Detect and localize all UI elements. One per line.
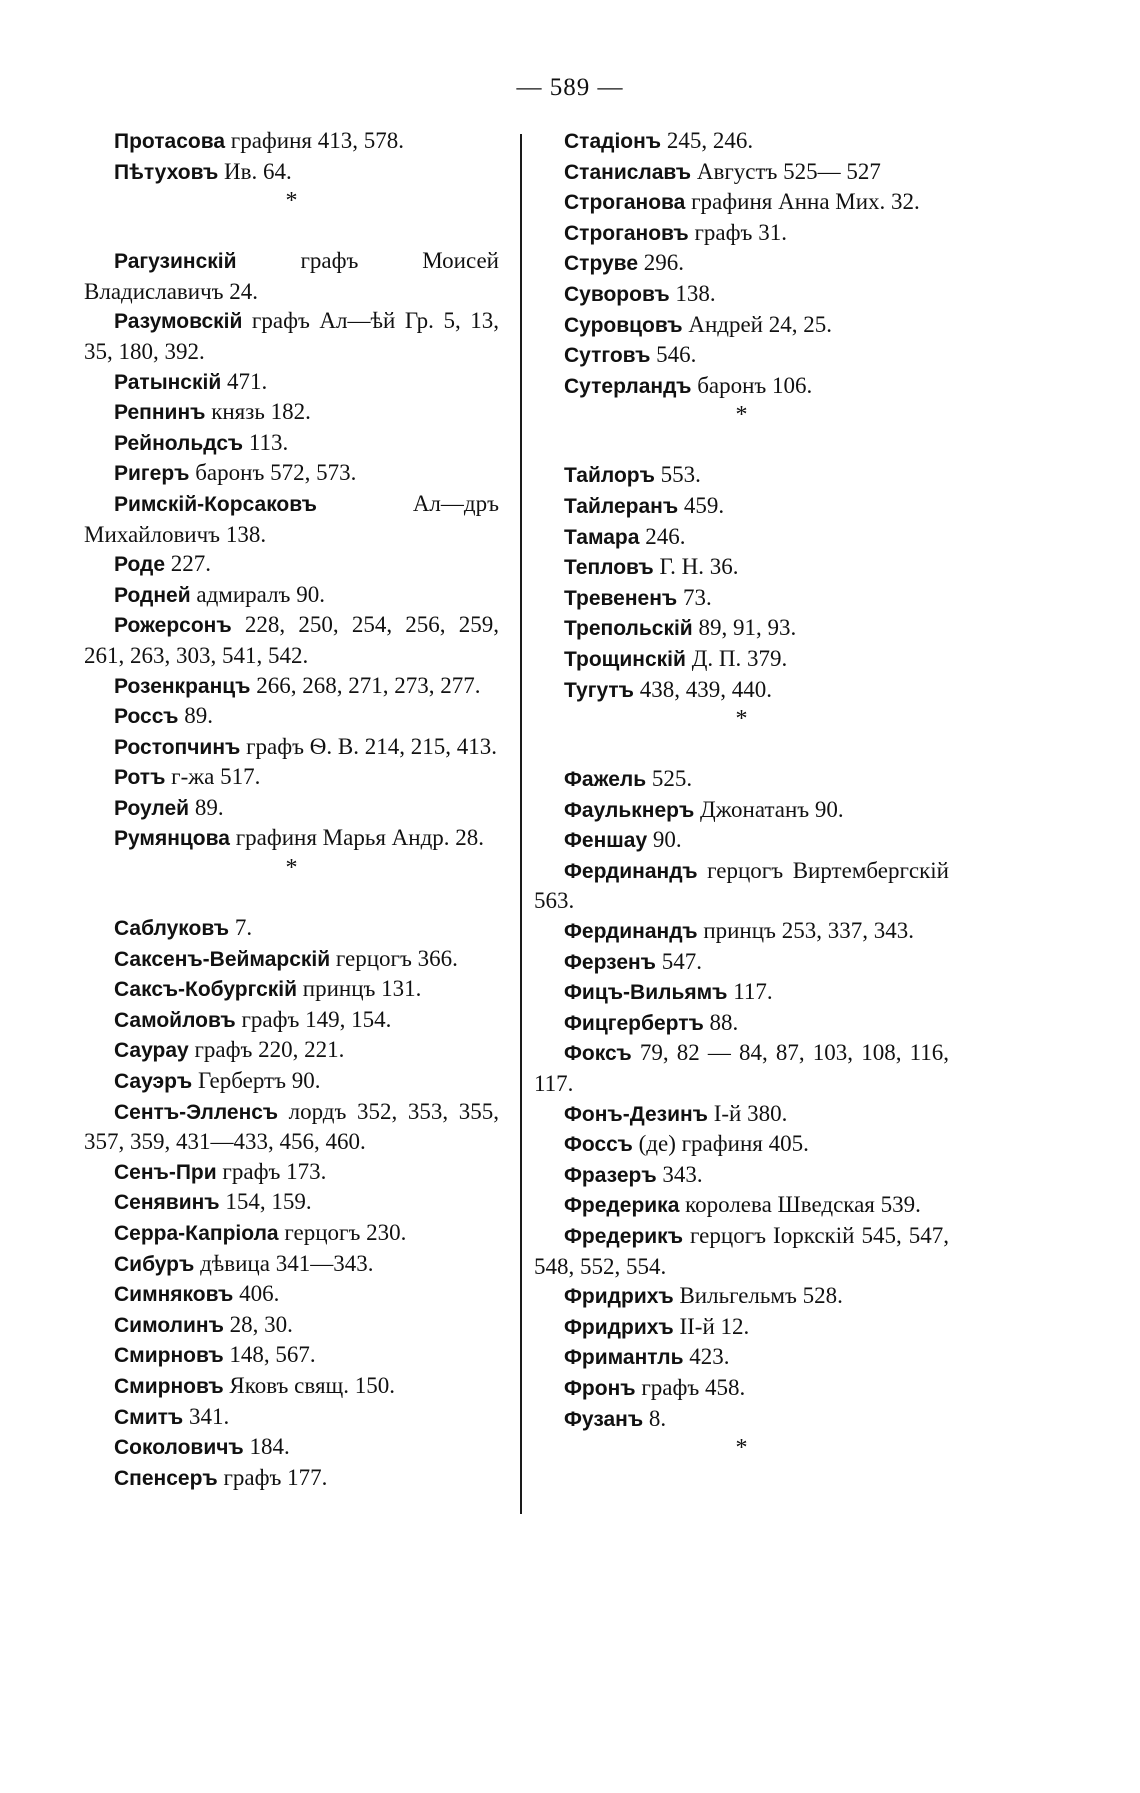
entry-name: Румянцова [114, 827, 230, 851]
entry-name: Стадіонъ [564, 130, 662, 153]
index-entry [534, 583, 949, 614]
index-entry [534, 1190, 949, 1221]
entry-references: 154, 159. [219, 1189, 312, 1215]
entry-name: Римскій-Корсаковъ [114, 492, 317, 516]
entry-name: Рагузинскій [114, 250, 237, 274]
entry-references: дѣвица 341—343. [194, 1250, 374, 1276]
entry-name: Рожерсонъ [114, 614, 232, 638]
entry-references: 89. [189, 794, 224, 820]
index-entry [534, 491, 949, 522]
index-entry [534, 977, 949, 1008]
index-entry [84, 1066, 499, 1097]
entry-references: графъ 177. [217, 1464, 328, 1490]
entry-name: Ратынскій [114, 370, 222, 394]
entry-references: графъ Ѳ. В. 214, 215, 413. [240, 733, 497, 759]
entry-name: Сенъ-При [114, 1160, 217, 1184]
entry-name: Сутерландъ [564, 374, 692, 398]
section-separator: * [735, 1435, 748, 1462]
entry-references: 7. [229, 915, 253, 941]
index-entry [534, 825, 949, 856]
entry-references: (де) графиня 405. [632, 1131, 809, 1157]
entry-references: герцогъ Іоркскій 545, 547, 548, 552, 554. [534, 1223, 949, 1279]
index-entry [84, 823, 499, 854]
index-entry [84, 1432, 499, 1463]
index-entry [84, 489, 499, 549]
entry-references: Яковъ свящ. 150. [223, 1372, 395, 1398]
entry-name: Тепловъ [564, 556, 654, 580]
entry-references: принцъ 131. [297, 976, 422, 1002]
entry-name: Пѣтуховъ [114, 160, 219, 184]
index-entry [84, 974, 499, 1005]
entry-references: 547. [656, 948, 702, 974]
entry-references: 459. [678, 492, 725, 518]
entry-references: 406. [233, 1281, 280, 1307]
column-divider [520, 134, 522, 1514]
entry-references: графиня Анна Мих. 32. [685, 189, 920, 215]
entry-references: Андрей 24, 25. [682, 311, 832, 337]
index-entry [534, 460, 949, 491]
entry-name: Тайлеранъ [564, 494, 679, 518]
entry-references: 89, 91, 93. [692, 615, 797, 641]
entry-name: Серра-Капріола [114, 1222, 279, 1245]
entry-name: Суровцовъ [564, 313, 683, 337]
entry-references: Вильгельмъ 528. [673, 1283, 843, 1309]
section-separator: * [285, 855, 298, 882]
index-entry [84, 1340, 499, 1371]
entry-references: графъ 31. [688, 219, 787, 245]
entry-name: Роулей [114, 796, 190, 820]
entry-references: 148, 567. [223, 1342, 316, 1368]
index-entry [84, 1035, 499, 1066]
entry-name: Саксенъ-Веймарскій [114, 947, 331, 971]
entry-references: 245, 246. [661, 128, 754, 153]
entry-name: Сибуръ [114, 1252, 195, 1276]
entry-references: принцъ 253, 337, 343. [697, 918, 914, 944]
entry-references: герцогъ 230. [278, 1220, 407, 1245]
index-entry [84, 701, 499, 732]
entry-name: Строгановъ [564, 221, 689, 245]
entry-name: Ригеръ [114, 462, 190, 486]
entry-references: графиня Марья Андр. 28. [229, 825, 485, 851]
entry-references: Ив. 64. [218, 158, 292, 184]
index-entry [84, 549, 499, 580]
entry-name: Репнинъ [114, 401, 206, 425]
index-entry [84, 1187, 499, 1218]
entry-name: Фридрихъ [564, 1285, 674, 1309]
entry-name: Протасова [114, 130, 226, 153]
index-entry [84, 306, 499, 366]
index-entry [84, 1371, 499, 1402]
index-entry [534, 1008, 949, 1039]
index-entry [534, 371, 949, 402]
entry-references: 553. [654, 462, 701, 488]
entry-name: Сентъ-Элленсъ [114, 1100, 279, 1124]
entry-name: Фицъ-Вильямъ [564, 981, 728, 1005]
entry-name: Ростопчинъ [114, 735, 241, 759]
page-number: — 589 — [516, 74, 624, 101]
entry-name: Родней [114, 583, 191, 607]
entry-references: 438, 439, 440. [633, 676, 772, 702]
entry-name: Фузанъ [564, 1407, 644, 1431]
entry-references: 28, 30. [223, 1311, 293, 1337]
entry-references: 343. [656, 1161, 703, 1187]
index-entry [534, 916, 949, 947]
index-entry [84, 913, 499, 944]
index-entry [534, 1221, 949, 1281]
index-entry [534, 248, 949, 279]
index-entry [84, 1249, 499, 1280]
entry-name: Фажель [564, 768, 647, 792]
entry-name: Самойловъ [114, 1008, 236, 1032]
entry-name: Фразеръ [564, 1163, 657, 1187]
entry-name: Фицгербертъ [564, 1011, 704, 1035]
section-separator: * [285, 188, 298, 215]
entry-name: Тугутъ [564, 678, 634, 702]
index-entry [84, 246, 499, 306]
entry-name: Смирновъ [114, 1344, 224, 1368]
index-entry [84, 428, 499, 459]
entry-references: Гербертъ 90. [192, 1068, 321, 1094]
entry-references: королева Шведская 539. [679, 1192, 921, 1218]
entry-references: Ал—дръ Михайловичъ 138. [84, 490, 499, 547]
index-entry [84, 1005, 499, 1036]
entry-name: Тамара [564, 525, 640, 549]
entry-name: Тайлоръ [564, 464, 655, 488]
index-entry [534, 340, 949, 371]
entry-references: г-жа 517. [165, 764, 261, 790]
index-entry [84, 1097, 499, 1157]
entry-name: Фоссъ [564, 1133, 633, 1157]
index-entry [534, 126, 949, 157]
entry-references: 341. [183, 1403, 230, 1429]
index-entry [534, 187, 949, 218]
entry-name: Разумовскій [114, 310, 243, 334]
entry-references: 138. [669, 280, 716, 306]
entry-references: герцогъ Виртембергскій 563. [534, 857, 949, 914]
entry-name: Симолинъ [114, 1313, 224, 1337]
index-entry [534, 1404, 949, 1435]
entry-references: лордъ 352, 353, 355, 357, 359, 431—433, 456, 460. [84, 1098, 499, 1155]
index-entry [534, 310, 949, 341]
entry-name: Фредерикъ [564, 1225, 683, 1248]
index-entry [84, 1310, 499, 1341]
entry-references: 471. [221, 368, 268, 394]
entry-references: 546. [650, 342, 697, 368]
index-entry [534, 522, 949, 553]
index-entry [534, 675, 949, 706]
index-entry [534, 1342, 949, 1373]
entry-references: 184. [243, 1434, 290, 1460]
section-separator: * [735, 402, 748, 429]
entry-name: Саксъ-Кобургскій [114, 978, 298, 1002]
entry-name: Струве [564, 252, 638, 276]
entry-references: адмиралъ 90. [190, 581, 325, 607]
index-entry [534, 279, 949, 310]
entry-references: графъ 220, 221. [188, 1037, 345, 1063]
index-entry [534, 856, 949, 916]
entry-name: Розенкранцъ [114, 674, 251, 698]
entry-name: Россъ [114, 705, 179, 729]
index-entry [84, 1218, 499, 1249]
entry-name: Рейнольдсъ [114, 431, 244, 455]
index-entry [84, 580, 499, 611]
entry-references: 8. [643, 1405, 667, 1431]
entry-references: 90. [647, 827, 682, 853]
index-entry [534, 1160, 949, 1191]
index-entry [84, 367, 499, 398]
index-column-right [534, 126, 949, 1493]
index-entry [534, 1373, 949, 1404]
entry-references: ІІ-й 12. [673, 1313, 750, 1339]
entry-name: Фридрихъ [564, 1315, 674, 1339]
entry-name: Фердинандъ [564, 920, 698, 944]
entry-references: Джонатанъ 90. [694, 796, 844, 822]
entry-name: Сутговъ [564, 344, 651, 368]
entry-references: Д. П. 379. [685, 645, 788, 671]
index-entry [84, 671, 499, 702]
index-entry [534, 795, 949, 826]
entry-references: 117. [727, 979, 773, 1005]
section-separator: * [735, 706, 748, 733]
entry-references: 73. [677, 584, 712, 610]
index-entry [534, 764, 949, 795]
entry-references: Г. Н. 36. [653, 554, 739, 580]
entry-name: Сауэръ [114, 1070, 193, 1094]
index-entry [84, 126, 499, 157]
index-entry [534, 644, 949, 675]
entry-name: Спенсеръ [114, 1466, 218, 1490]
entry-references: графъ Моисей Владиславичъ 24. [84, 248, 499, 304]
entry-references: герцогъ 366. [330, 945, 458, 971]
index-entry [534, 218, 949, 249]
entry-name: Роде [114, 553, 166, 577]
entry-name: Фаулькнеръ [564, 798, 695, 822]
entry-references: 266, 268, 271, 273, 277. [250, 672, 481, 698]
entry-references: 228, 250, 254, 256, 259, 261, 263, 303, 541, 542. [84, 612, 499, 668]
index-entry [534, 1038, 949, 1098]
index-entry [84, 762, 499, 793]
entry-references: графъ 173. [216, 1158, 327, 1184]
index-entry [534, 157, 949, 188]
index-entry [84, 458, 499, 489]
entry-name: Станиславъ [564, 160, 692, 184]
index-entry [84, 1463, 499, 1494]
entry-references: 227. [165, 551, 212, 577]
entry-name: Ферзенъ [564, 950, 656, 974]
entry-references: Августъ 525— 527 [691, 158, 881, 184]
index-entry [534, 552, 949, 583]
entry-references: 79, 82 — 84, 87, 103, 108, 116, 117. [534, 1040, 949, 1097]
entry-name: Фонъ-Дезинъ [564, 1102, 708, 1126]
index-entry [84, 610, 499, 670]
entry-name: Саблуковъ [114, 917, 230, 941]
entry-references: князь 182. [205, 399, 311, 425]
entry-name: Фредерика [564, 1194, 680, 1218]
entry-name: Трепольскій [564, 617, 693, 641]
entry-name: Соколовичъ [114, 1436, 244, 1460]
entry-name: Смитъ [114, 1405, 184, 1429]
index-column-left [84, 126, 499, 1493]
entry-name: Строганова [564, 191, 686, 215]
entry-name: Феншау [564, 829, 648, 853]
entry-name: Ротъ [114, 766, 166, 790]
index-entry [534, 613, 949, 644]
entry-name: Сенявинъ [114, 1191, 220, 1215]
entry-references: графъ 458. [635, 1374, 746, 1400]
entry-references: 88. [703, 1009, 739, 1035]
entry-name: Саурау [114, 1039, 189, 1063]
index-entry [84, 1157, 499, 1188]
entry-references: графъ 149, 154. [235, 1006, 392, 1032]
index-entry [534, 1129, 949, 1160]
entry-references: 525. [646, 766, 693, 792]
index-entry [84, 1279, 499, 1310]
entry-name: Фримантль [564, 1346, 684, 1370]
entry-references: 89. [178, 703, 213, 729]
index-entry [84, 793, 499, 824]
entry-references: баронъ 106. [691, 372, 813, 398]
index-entry [84, 944, 499, 975]
entry-references: 113. [243, 429, 289, 455]
index-entry [84, 397, 499, 428]
entry-name: Фоксъ [564, 1042, 632, 1066]
entry-name: Тревененъ [564, 586, 678, 610]
entry-name: Трощинскій [564, 647, 686, 671]
entry-references: І-й 380. [707, 1100, 788, 1126]
entry-references: 423. [683, 1344, 730, 1370]
index-entry [534, 1099, 949, 1130]
index-entry [534, 1312, 949, 1343]
entry-name: Фердинандъ [564, 859, 698, 883]
entry-references: 296. [638, 250, 684, 276]
index-entry [84, 157, 499, 188]
entry-references: графиня 413, 578. [225, 128, 405, 153]
index-entry [534, 1281, 949, 1312]
entry-name: Фронъ [564, 1376, 636, 1400]
index-entry [84, 1402, 499, 1433]
entry-name: Суворовъ [564, 282, 670, 306]
entry-references: 246. [639, 523, 686, 549]
entry-name: Смирновъ [114, 1374, 224, 1398]
entry-references: графъ Ал—ѣй Гр. 5, 13, 35, 180, 392. [84, 308, 499, 364]
entry-references: баронъ 572, 573. [189, 460, 357, 486]
entry-name: Симняковъ [114, 1283, 234, 1307]
index-entry [534, 947, 949, 978]
index-entry [84, 732, 499, 763]
